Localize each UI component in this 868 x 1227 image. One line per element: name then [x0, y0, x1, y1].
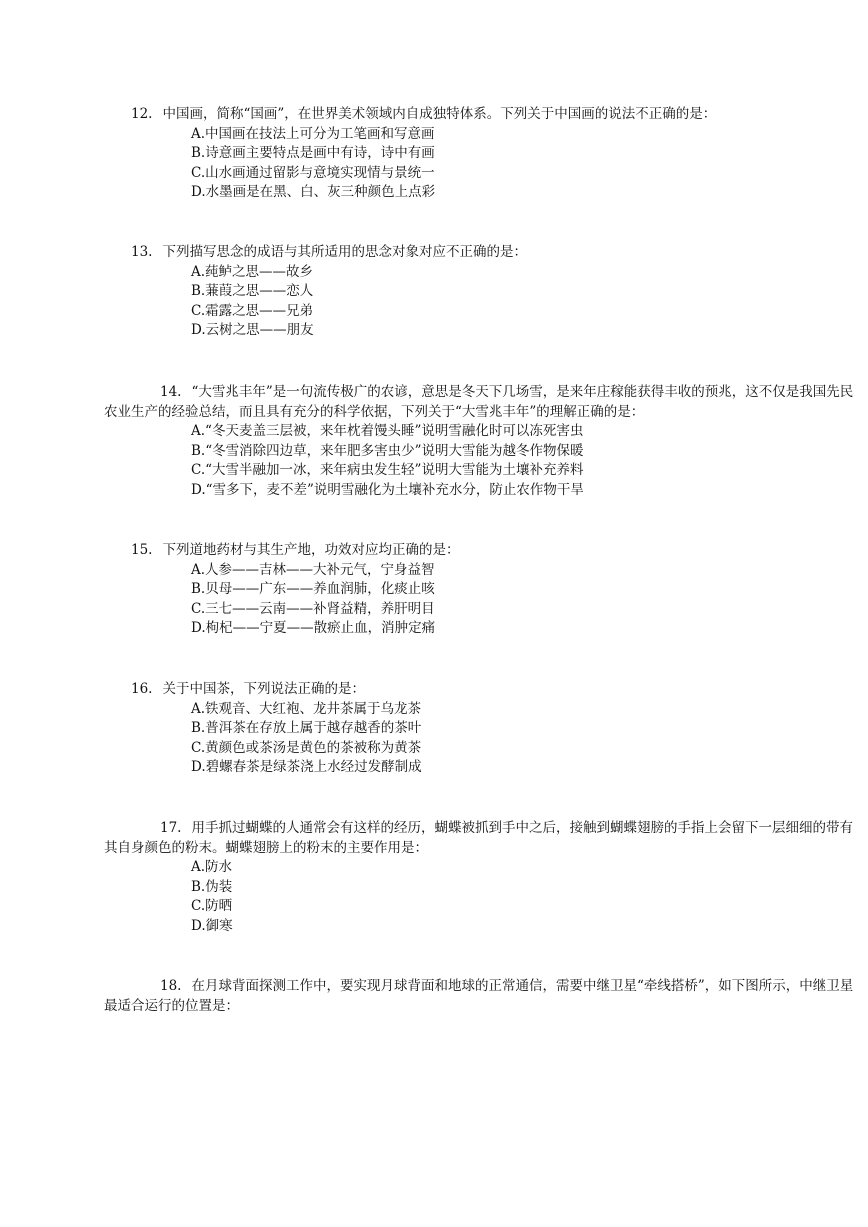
option-d: D.“雪多下，麦不差”说明雪融化为土壤补充水分，防止农作物干旱 — [191, 481, 584, 498]
question-stem — [104, 383, 864, 422]
question-13 — [131, 243, 861, 341]
option-a: A.铁观音、大红袍、龙井茶属于乌龙茶 — [191, 700, 422, 717]
question-text: 下列描写思念的成语与其所适用的思念对象对应不正确的是： — [162, 244, 527, 260]
option-b: B.诗意画主要特点是画中有诗，诗中有画 — [191, 145, 435, 161]
question-text: 用手抓过蝴蝶的人通常会有这样的经历，蝴蝶被抓到手中之后，接触到蝴蝶翅膀的手指上会留下一层细细的带有其自身颜色的粉末。蝴蝶翅膀上的粉末的主要作用是： — [104, 820, 853, 856]
option-b: B.伪装 — [191, 878, 233, 895]
question-stem — [104, 977, 864, 1016]
option-d: D.御寒 — [191, 917, 233, 934]
option-b: B.贝母——广东——养血润肺，化痰止咳 — [191, 581, 435, 597]
question-number: 15. — [131, 542, 153, 558]
question-17 — [104, 819, 864, 936]
option-b: B.普洱茶在存放上属于越存越香的茶叶 — [191, 720, 422, 736]
question-stem — [104, 819, 864, 858]
question-number: 17. — [160, 820, 182, 836]
option-c: C.霜露之思——兄弟 — [191, 302, 314, 319]
option-c: C.防晒 — [191, 898, 233, 914]
question-14 — [104, 383, 864, 500]
question-text: 下列道地药材与其生产地，功效对应均正确的是： — [162, 542, 460, 558]
question-18 — [104, 977, 864, 1016]
option-d: D.云树之思——朋友 — [191, 322, 314, 338]
option-b: B.蒹葭之思——恋人 — [191, 283, 314, 299]
option-a: A.“冬天麦盖三层被，来年枕着馒头睡”说明雪融化时可以冻死害虫 — [191, 423, 584, 439]
question-stem — [131, 541, 861, 561]
option-d: D.水墨画是在黑、白、灰三种颜色上点彩 — [191, 184, 436, 200]
option-a: A.中国画在技法上可分为工笔画和写意画 — [191, 125, 435, 142]
option-b: B.“冬雪消除四边草，来年肥多害虫少”说明大雪能为越冬作物保暖 — [191, 442, 584, 459]
question-stem — [131, 680, 861, 700]
option-a: A.人参——吉林——大补元气，宁身益智 — [191, 561, 435, 578]
question-stem — [131, 243, 861, 263]
question-16 — [131, 680, 861, 778]
question-15 — [131, 541, 861, 639]
option-d: D.枸杞——宁夏——散瘀止血，消肿定痛 — [191, 620, 436, 636]
question-12 — [131, 105, 861, 203]
option-a: A.防水 — [191, 859, 233, 875]
question-text: 中国画，简称“国画”，在世界美术领域内自成独特体系。下列关于中国画的说法不正确的是： — [162, 106, 717, 122]
option-d: D.碧螺春茶是绿茶浇上水经过发酵制成 — [191, 759, 422, 775]
question-text: “大雪兆丰年”是一句流传极广的农谚，意思是冬天下几场雪，是来年庄稼能获得丰收的预兆，这不仅是我国先民农业生产的经验总结，而且具有充分的科学依据，下列关于“大雪兆丰年”的理解正确的是： — [104, 384, 854, 420]
question-text: 关于中国茶，下列说法正确的是： — [162, 681, 365, 697]
option-c: C.黄颜色或茶汤是黄色的茶被称为黄茶 — [191, 739, 422, 756]
option-c: C.山水画通过留影与意境实现情与景统一 — [191, 164, 435, 181]
question-stem — [131, 105, 861, 125]
question-number: 12. — [131, 106, 153, 122]
option-c: C.“大雪半融加一冰，来年病虫发生轻”说明大雪能为土壤补充养料 — [191, 462, 584, 478]
option-c: C.三七——云南——补肾益精，养肝明目 — [191, 600, 435, 617]
question-text: 在月球背面探测工作中，要实现月球背面和地球的正常通信，需要中继卫星“牵线搭桥”，如下图所示，中继卫星最适合运行的位置是： — [104, 978, 854, 1014]
question-number: 18. — [160, 978, 182, 994]
question-number: 14. — [160, 384, 182, 400]
option-a: A.莼鲈之思——故乡 — [191, 263, 314, 280]
question-number: 16. — [131, 681, 153, 697]
question-number: 13. — [131, 244, 153, 260]
